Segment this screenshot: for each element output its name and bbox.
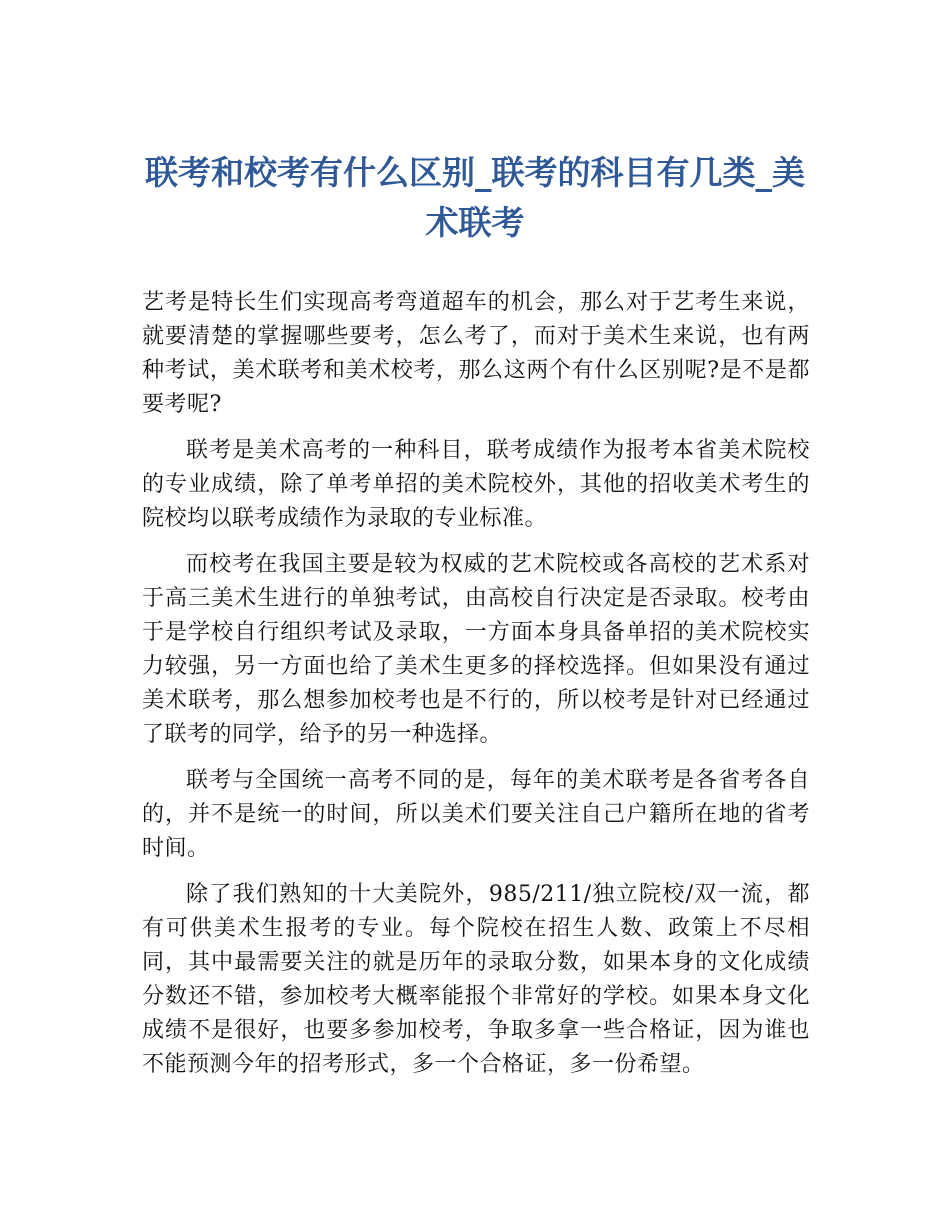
paragraph-universities: 除了我们熟知的十大美院外，985/211/独立院校/双一流，都有可供美术生报考的专业。每个院校在招生人数、政策上不尽相同，其中最需要关注的就是历年的录取分数，如果本身的文化成绩分数还不错，参加校考大概率能报个非常好的学校。如果本身文化成绩不是很好，也要多参加校考，争取多拿一些合格证，因为谁也不能预测今年的招考形式，多一个合格证，多一份希望。 [142,882,810,1077]
paragraph-liankao: 联考是美术高考的一种科目，联考成绩作为报考本省美术院校的专业成绩，除了单考单招的美术院校外，其他的招收美术考生的院校均以联考成绩作为录取的专业标准。 [142,438,810,531]
paragraph-intro: 艺考是特长生们实现高考弯道超车的机会，那么对于艺考生来说，就要清楚的掌握哪些要考，怎么考了，而对于美术生来说，也有两种考试，美术联考和美术校考，那么这两个有什么区别呢?是不是都要考呢? [142,290,810,417]
paragraph-xiaokao: 而校考在我国主要是较为权威的艺术院校或各高校的艺术系对于高三美术生进行的单独考试，由高校自行决定是否录取。校考由于是学校自行组织考试及录取，一方面本身具备单招的美术院校实力较强，另一方面也给了美术生更多的择校选择。但如果没有通过美术联考，那么想参加校考也是不行的，所以校考是针对已经通过了联考的同学，给予的另一种选择。 [142,552,810,747]
paragraph-exam-time: 联考与全国统一高考不同的是，每年的美术联考是各省考各自的，并不是统一的时间，所以美术们要关注自己户籍所在地的省考时间。 [142,768,810,861]
document-body [142,286,810,1094]
document-title: 联考和校考有什么区别_联考的科目有几类_美术联考 [145,153,805,242]
